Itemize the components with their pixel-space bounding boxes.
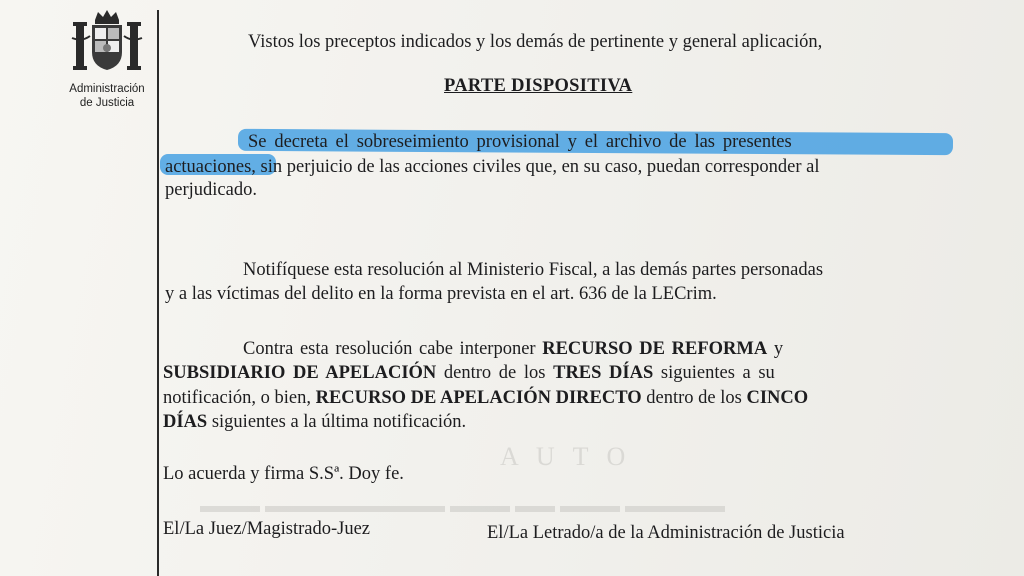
show-through-text: ▬▬▬ ▬▬▬▬▬▬▬▬▬ ▬▬▬ ▬▬ ▬▬▬ ▬▬▬▬▬	[200, 495, 725, 517]
coat-of-arms-icon	[68, 8, 146, 78]
intro-text: Vistos los preceptos indicados y los demás de pertinente y general aplicación,	[248, 32, 823, 52]
appeal-text: dentro de los	[646, 388, 742, 408]
appeal-bold: RECURSO DE REFORMA	[542, 339, 768, 359]
appeal-bold: CINCO	[746, 388, 809, 408]
decree-line-1: Se decreta el sobreseimiento provisional y el archivo de las presentes	[248, 132, 792, 152]
appeal-text: notificación, o bien,	[163, 388, 311, 408]
margin-rule	[157, 10, 159, 576]
appeal-text: dentro de los	[443, 363, 546, 383]
decree-line-3: perjudicado.	[165, 180, 257, 200]
decree-line-2	[165, 155, 819, 179]
notify-line-1: Notifíquese esta resolución al Ministerio Fiscal, a las demás partes personadas	[243, 260, 824, 280]
decree-line-2-rest: , sin perjuicio de las acciones civiles que, en su caso, puedan corresponder al	[251, 157, 820, 177]
appeal-bold: DÍAS	[163, 412, 208, 432]
logo-text-line2: de Justicia	[79, 97, 135, 109]
appeal-bold: SUBSIDIARIO DE APELACIÓN	[163, 363, 437, 383]
signature-judge: El/La Juez/Magistrado-Juez	[163, 519, 371, 539]
show-through-text: A U T O	[500, 442, 632, 471]
appeal-line-2	[163, 361, 775, 385]
notify-line-2: y a las víctimas del delito en la forma prevista en el art. 636 de la LECrim.	[165, 284, 717, 304]
appeal-text: siguientes a la última notificación.	[211, 412, 467, 432]
logo-text-line1: Administración	[69, 83, 145, 95]
coat-of-arms-logo	[62, 8, 152, 110]
appeal-line-3	[163, 386, 808, 410]
section-title: PARTE DISPOSITIVA	[444, 76, 633, 96]
appeal-text: Contra esta resolución cabe interponer	[243, 339, 536, 359]
appeal-line-4	[163, 410, 466, 434]
appeal-text: y	[773, 339, 784, 359]
appeal-text: siguientes a su	[660, 363, 775, 383]
appeal-bold: RECURSO DE APELACIÓN DIRECTO	[315, 388, 642, 408]
appeal-line-1	[243, 337, 783, 361]
signature-clerk: El/La Letrado/a de la Administración de Justicia	[487, 523, 845, 543]
agreement-text: Lo acuerda y firma S.Sª. Doy fe.	[163, 464, 404, 484]
decree-highlighted-word: actuaciones	[165, 157, 252, 177]
appeal-bold: TRES DÍAS	[553, 363, 654, 383]
